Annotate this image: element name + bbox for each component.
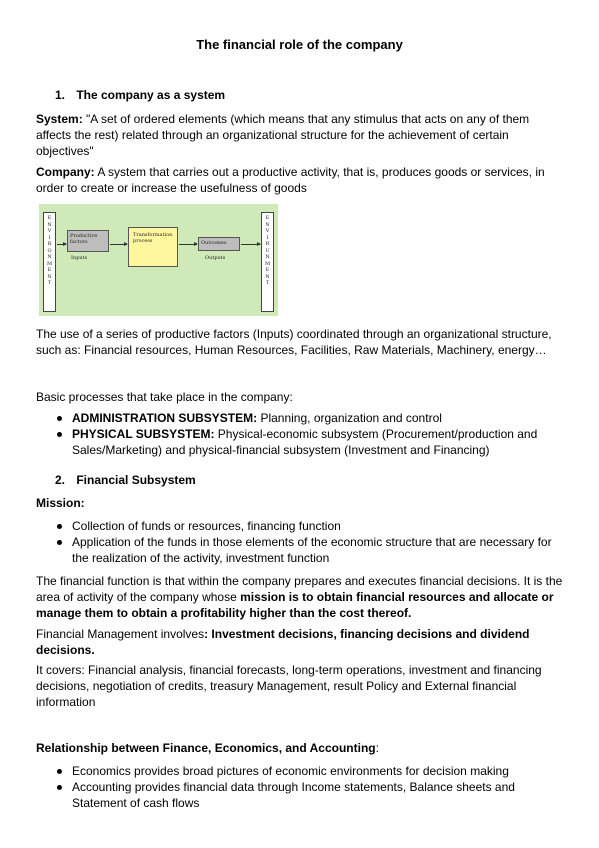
section-heading-text: Financial Subsystem xyxy=(76,473,196,487)
relationship-bold: Relationship between Finance, Economics, and Accounting xyxy=(36,741,376,755)
bullet-icon xyxy=(57,769,62,774)
environment-letter: I xyxy=(48,234,51,241)
company-text: A system that carries out a productive activity, that is, produces goods or services, in order to create or increase the usefulness of goods xyxy=(36,165,545,195)
arrow-outcomes-to-env xyxy=(241,244,260,245)
section-heading-text: The company as a system xyxy=(76,88,226,102)
mission-label: Mission: xyxy=(36,496,85,510)
transformation-process-box: Transformation process xyxy=(128,227,178,267)
environment-letter: V xyxy=(47,228,52,234)
financial-management-bold: : Investment decisions, financing decisions and dividend decisions. xyxy=(36,627,530,657)
inputs-paragraph: The use of a series of productive factors (Inputs) coordinated through an organizational structure, such as: Financial resources, Human Resources, Facilities, Raw Materials, Machinery, energy… xyxy=(36,327,552,357)
list-item xyxy=(36,518,564,534)
environment-letter: T xyxy=(47,280,52,286)
bullet-icon xyxy=(57,416,62,421)
environment-letter: I xyxy=(266,234,269,241)
mission-item-text: Application of the funds in those elements of the economic structure that are necessary for the realization of the activity, investment function xyxy=(72,535,552,565)
subsystem-term: PHYSICAL SUBSYSTEM: xyxy=(72,427,215,441)
environment-letter: N xyxy=(47,221,52,228)
system-definition xyxy=(36,111,564,159)
financial-function-paragraph xyxy=(36,573,564,621)
subsystem-text: Physical-economic subsystem (Procurement/production and Sales/Marketing) and physical-financial subsystem (Investment and Financing) xyxy=(72,427,538,457)
document-title: The financial role of the company xyxy=(196,37,403,52)
environment-letter: O xyxy=(47,247,52,254)
bullet-icon xyxy=(57,524,62,529)
environment-letter: M xyxy=(46,260,53,267)
environment-letter: R xyxy=(47,241,52,247)
bullet-icon xyxy=(57,785,62,790)
relationship-rest: : xyxy=(375,741,379,755)
section-number: 2. xyxy=(55,473,66,487)
environment-letter: N xyxy=(265,273,270,280)
subsystem-term: ADMINISTRATION SUBSYSTEM: xyxy=(72,411,258,425)
financial-function-bold: mission is to obtain financial resources and allocate or manage them to obtain a profitability higher than the cost thereof. xyxy=(36,590,554,620)
section-number: 1. xyxy=(55,88,66,102)
productive-factors-box: Productive factors xyxy=(67,230,109,252)
bullet-icon xyxy=(57,540,62,545)
environment-letter: N xyxy=(47,273,52,280)
subsystem-text: Planning, organization and control xyxy=(257,411,442,425)
environment-letter: E xyxy=(265,215,270,221)
environment-letter: E xyxy=(265,267,270,273)
system-text: "A set of ordered elements (which means that any stimulus that acts on any of them affects the rest) related through an organizational structure for the achievement of certain objectives" xyxy=(36,112,530,158)
relationship-item-text: Accounting provides financial data through Income statements, Balance sheets and Statement of cash flows xyxy=(72,780,515,810)
system-term: System: xyxy=(36,112,83,126)
bullet-icon xyxy=(57,432,62,437)
arrow-process-to-outcomes xyxy=(179,244,197,245)
basic-processes-intro: Basic processes that take place in the company: xyxy=(36,390,293,404)
environment-letter: U xyxy=(265,247,270,254)
environment-letter: E xyxy=(47,215,52,221)
outcomes-box: Outcomes xyxy=(198,237,240,251)
list-item xyxy=(36,410,564,426)
list-item xyxy=(36,426,564,458)
environment-letter: N xyxy=(265,221,270,228)
list-item xyxy=(36,779,564,811)
relationship-heading xyxy=(36,740,564,756)
environment-letter: M xyxy=(264,260,271,267)
company-definition xyxy=(36,164,564,196)
arrow-env-to-inputs xyxy=(57,244,66,245)
environment-right-box xyxy=(261,212,274,312)
list-item xyxy=(36,534,564,566)
mission-list xyxy=(36,518,564,566)
relationship-list xyxy=(36,763,564,811)
subsystem-list xyxy=(36,410,564,458)
environment-letter: R xyxy=(265,241,270,247)
list-item xyxy=(36,763,564,779)
environment-letter: E xyxy=(47,267,52,273)
environment-letter: N xyxy=(265,254,270,260)
environment-letter: N xyxy=(47,254,52,260)
mission-item-text: Collection of funds or resources, financing function xyxy=(72,519,341,533)
company-system-diagram xyxy=(39,204,278,316)
section-heading-financial-subsystem xyxy=(55,473,196,487)
environment-left-box xyxy=(43,212,56,312)
outputs-label: Outputs xyxy=(205,255,226,261)
environment-letter: T xyxy=(265,280,270,286)
environment-letter: V xyxy=(265,228,270,234)
inputs-label: Inputs xyxy=(71,255,88,261)
section-heading-company-system xyxy=(55,88,225,102)
covers-paragraph: It covers: Financial analysis, financial forecasts, long-term operations, investment and financing decisions, negotiation of credits, treasury Management, result Policy and External financial information xyxy=(36,663,542,709)
financial-management-paragraph xyxy=(36,626,564,658)
company-term: Company: xyxy=(36,165,95,179)
financial-management-text: Financial Management involves xyxy=(36,627,205,641)
financial-function-text: The financial function is that within the company prepares and executes financial decisions. It is the area of activity of the company whose xyxy=(36,574,563,604)
relationship-item-text: Economics provides broad pictures of economic environments for decision making xyxy=(72,764,509,778)
arrow-inputs-to-process xyxy=(110,244,127,245)
